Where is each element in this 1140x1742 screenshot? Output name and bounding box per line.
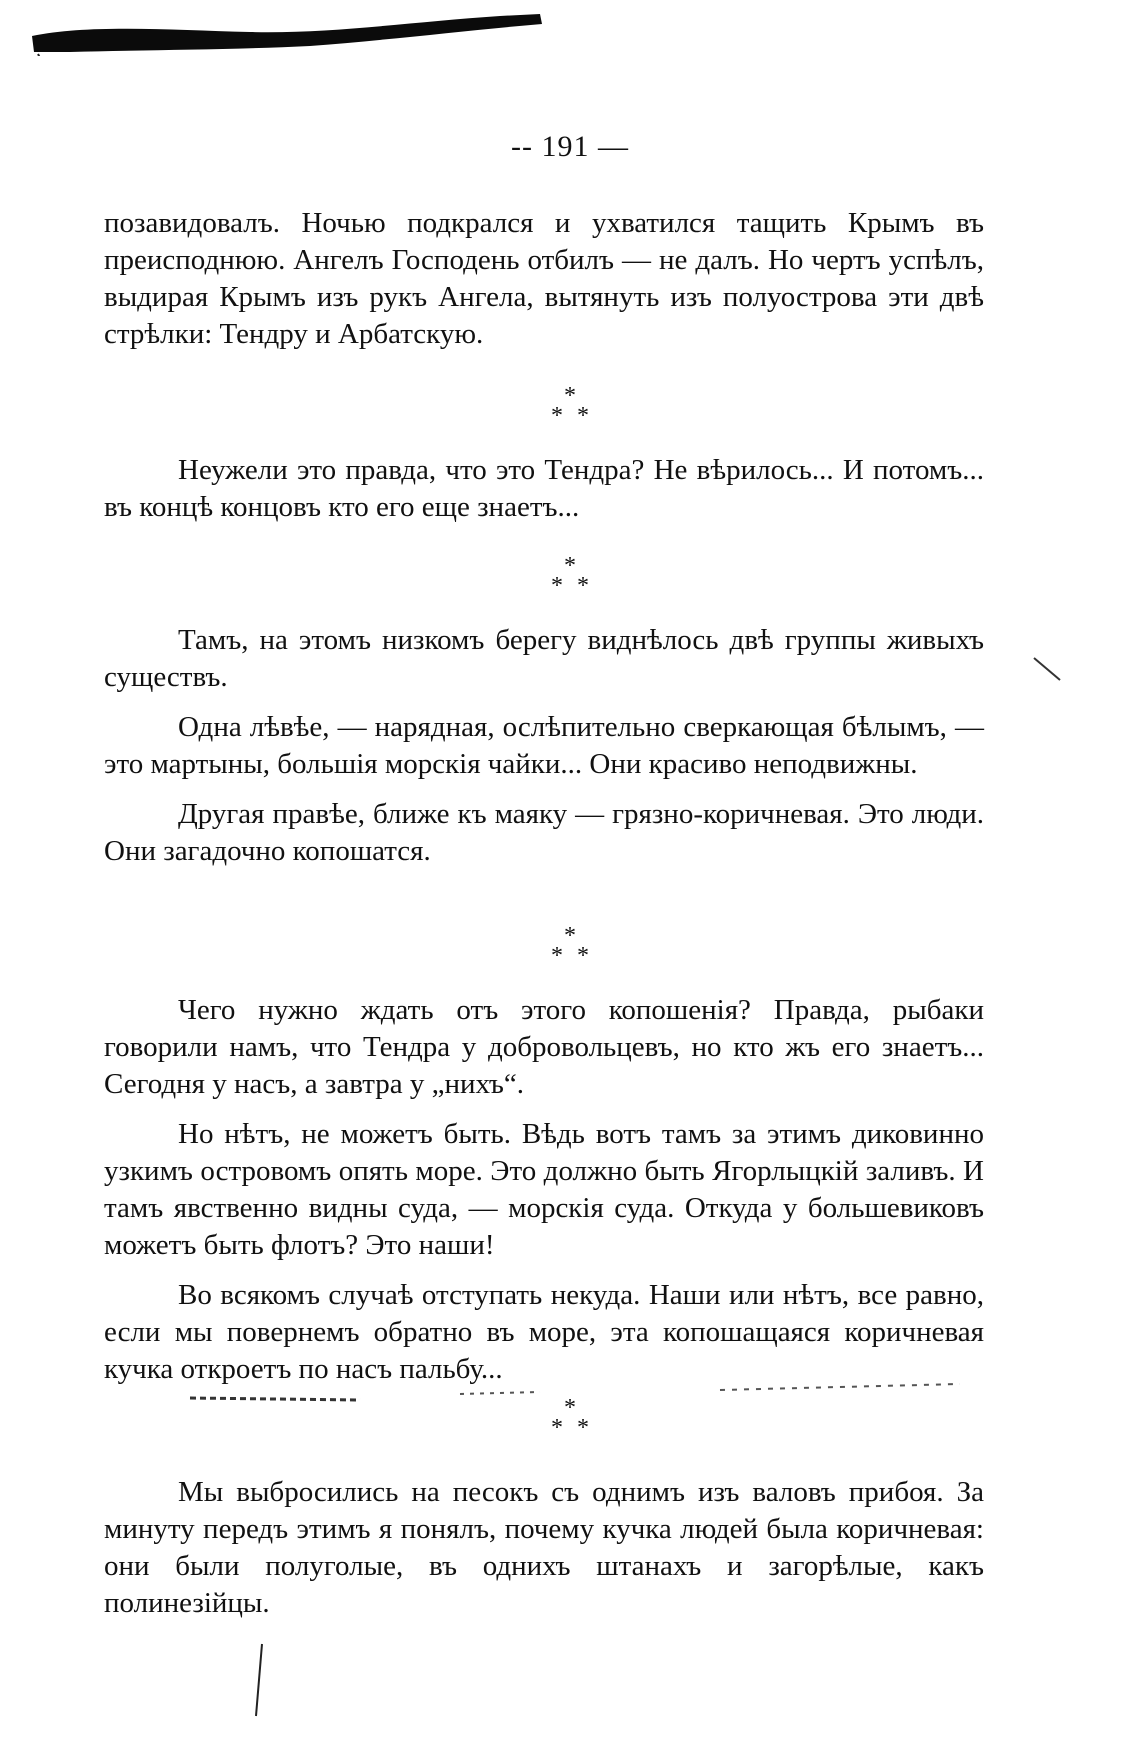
paragraph: Тамъ, на этомъ низкомъ берегу виднѣлось двѣ группы живыхъ существъ. xyxy=(104,624,984,693)
asterism-lower: ** xyxy=(551,943,603,969)
section-3-text xyxy=(104,622,984,870)
section-2-text xyxy=(104,452,984,526)
pencil-mark xyxy=(1030,650,1070,690)
asterism-divider: * ** xyxy=(0,926,1140,966)
asterism-divider: * ** xyxy=(0,1398,1140,1438)
paragraph: позавидовалъ. Ночью подкрался и ухватился тащить Крымъ въ преисподнюю. Ангелъ Господень отбилъ — не далъ. Но чертъ успѣлъ, выдирая Крымъ изъ рукъ Ангела, вытянуть изъ полуострова эти двѣ стрѣлки: Тендру и Арбатскую. xyxy=(104,207,984,350)
paragraph: Мы выбросились на песокъ съ однимъ изъ валовъ прибоя. За минуту передъ этимъ я понялъ, почему кучка людей была коричневая: они были полуголые, въ однихъ штанахъ и загорѣлые, какъ полинезійцы. xyxy=(104,1476,984,1619)
section-4-text xyxy=(104,992,984,1388)
section-5-text xyxy=(104,1474,984,1622)
paragraph: Во всякомъ случаѣ отступать некуда. Наши или нѣтъ, все равно, если мы повернемъ обратно въ море, эта копошащаяся коричневая кучка откроетъ по насъ пальбу... xyxy=(104,1279,984,1385)
section-1-text xyxy=(104,205,984,353)
page-number: -- 191 — xyxy=(511,130,629,163)
asterism-lower: ** xyxy=(551,1415,603,1441)
paragraph: Чего нужно ждать отъ этого копошенія? Правда, рыбаки говорили намъ, что Тендра у добровольцевъ, но кто жъ его знаетъ... Сегодня у насъ, а завтра у „нихъ“. xyxy=(104,994,984,1100)
asterism-lower: ** xyxy=(551,573,603,599)
pencil-mark xyxy=(240,1640,280,1720)
paragraph: Неужели это правда, что это Тендра? Не вѣрилось... И потомъ... въ концѣ концовъ кто его еще знаетъ... xyxy=(104,454,984,523)
asterism-lower: ** xyxy=(551,403,603,429)
asterism-divider: * ** xyxy=(0,386,1140,426)
paragraph: Другая правѣе, ближе къ маяку — грязно-коричневая. Это люди. Они загадочно копошатся. xyxy=(104,798,984,867)
paragraph: Одна лѣвѣе, — нарядная, ослѣпительно сверкающая бѣлымъ, — это мартыны, большія морскія чайки... Они красиво неподвижны. xyxy=(104,711,984,780)
paragraph: Но нѣтъ, не можетъ быть. Вѣдь вотъ тамъ за этимъ диковинно узкимъ островомъ опять море. Это должно быть Ягорлыцкій заливъ. И тамъ явственно видны суда, — морскія суда. Откуда у большевиковъ можетъ быть флотъ? Это наши! xyxy=(104,1118,984,1261)
scan-smudge xyxy=(30,10,550,56)
asterism-divider: * ** xyxy=(0,556,1140,596)
